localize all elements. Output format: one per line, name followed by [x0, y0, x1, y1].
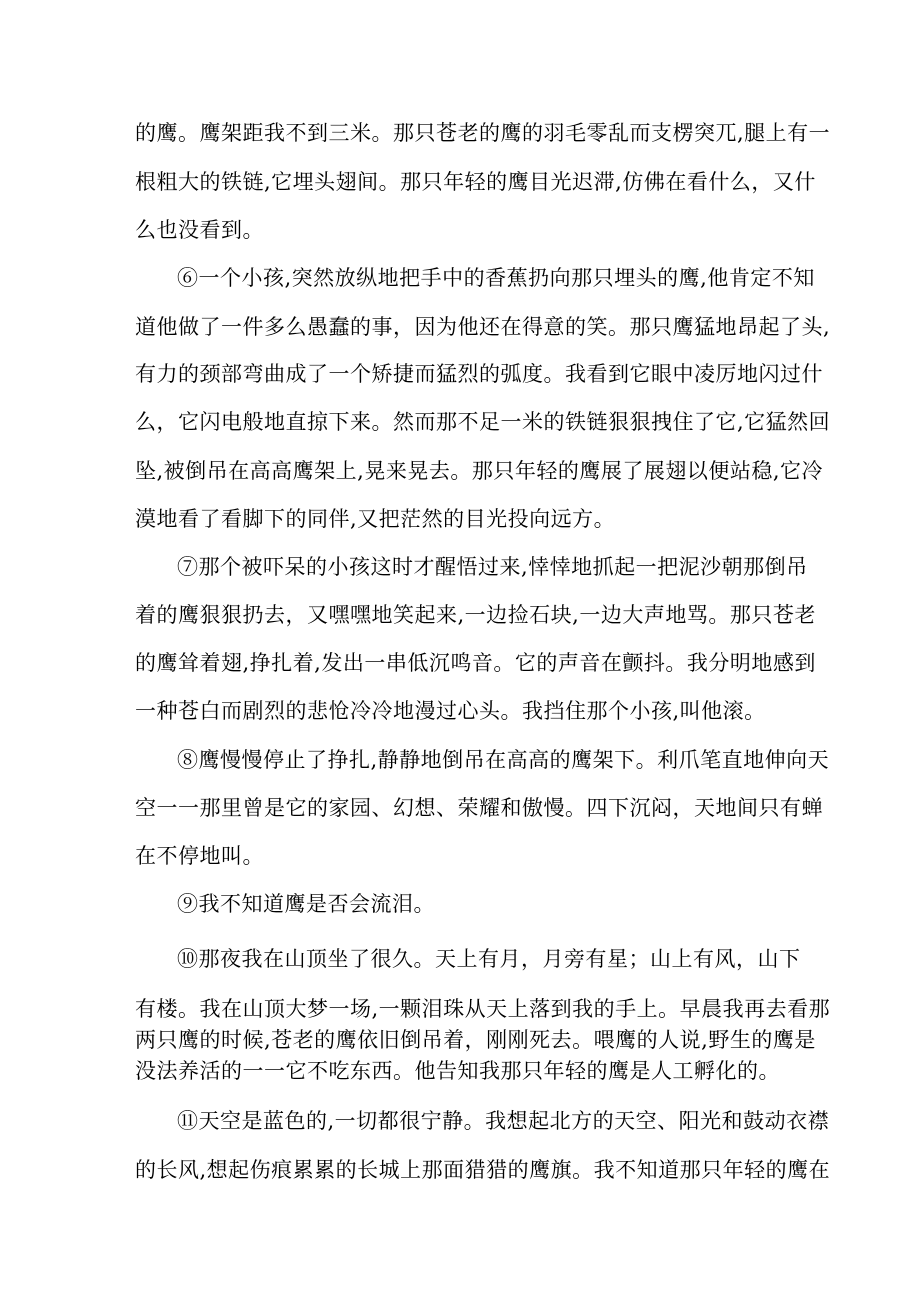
- paragraph-line: 的鹰耸着翅,挣扎着,发出一串低沉鸣音。它的声音在颤抖。我分明地感到: [135, 651, 816, 675]
- paragraph-line: ⑩那夜我在山顶坐了很久。天上有月，月旁有星；山上有风，山下: [177, 947, 801, 971]
- paragraph-line: ⑪天空是蓝色的,一切都很宁静。我想起北方的天空、阳光和鼓动衣襟: [177, 1109, 830, 1133]
- paragraph-line: 空一一那里曾是它的家园、幻想、荣耀和傲慢。四下沉闷，天地间只有蝉: [135, 796, 823, 820]
- paragraph-line: 么也没看到。: [135, 218, 264, 242]
- paragraph-line: 道他做了一件多么愚蠢的事，因为他还在得意的笑。那只鹰猛地昂起了头,: [135, 315, 831, 339]
- paragraph-line: 没法养活的一一它不吃东西。他告知我那只年轻的鹰是人工孵化的。: [135, 1059, 780, 1083]
- paragraph-line: ⑨我不知道鹰是否会流泪。: [177, 892, 435, 916]
- paragraph-line: 着的鹰狠狠扔去，又嘿嘿地笑起来,一边捡石块,一边大声地骂。那只苍老: [135, 603, 816, 627]
- paragraph-line: ⑦那个被吓呆的小孩这时才醒悟过来,悻悻地抓起一把泥沙朝那倒吊: [177, 555, 808, 579]
- paragraph-line: 么，它闪电般地直掠下来。然而那不足一米的铁链狠狠拽住了它,它猛然回: [135, 410, 831, 434]
- paragraph-line: 一种苍白而剧烈的悲怆冷冷地漫过心头。我挡住那个小孩,叫他滚。: [135, 699, 766, 723]
- paragraph-line: 有力的颈部弯曲成了一个矫捷而猛烈的弧度。我看到它眼中凌厉地闪过什: [135, 362, 823, 386]
- paragraph-line: 在不停地叫。: [135, 844, 264, 868]
- paragraph-line: 坠,被倒吊在高高鹰架上,晃来晃去。那只年轻的鹰展了展翅以便站稳,它冷: [135, 459, 824, 483]
- paragraph-line: ⑧鹰慢慢停止了挣扎,静静地倒吊在高高的鹰架下。利爪笔直地伸向天: [177, 748, 830, 772]
- paragraph-line: 的长风,想起伤痕累累的长城上那面猎猎的鹰旗。我不知道那只年轻的鹰在: [135, 1158, 831, 1182]
- paragraph-line: 漠地看了看脚下的同伴,又把茫然的目光投向远方。: [135, 507, 616, 531]
- paragraph-line: ⑥一个小孩,突然放纵地把手中的香蕉扔向那只埋头的鹰,他肯定不知: [177, 266, 815, 290]
- paragraph-line: 根粗大的铁链,它埋头翅间。那只年轻的鹰目光迟滞,仿佛在看什么，又什: [135, 170, 816, 194]
- paragraph-line: 的鹰。鹰架距我不到三米。那只苍老的鹰的羽毛零乱而支楞突兀,腿上有一: [135, 121, 831, 145]
- paragraph-line: 有楼。我在山顶大梦一场,一颗泪珠从天上落到我的手上。早晨我再去看那: [135, 997, 831, 1021]
- paragraph-line: 两只鹰的时候,苍老的鹰依旧倒吊着，刚刚死去。喂鹰的人说,野生的鹰是: [135, 1028, 816, 1052]
